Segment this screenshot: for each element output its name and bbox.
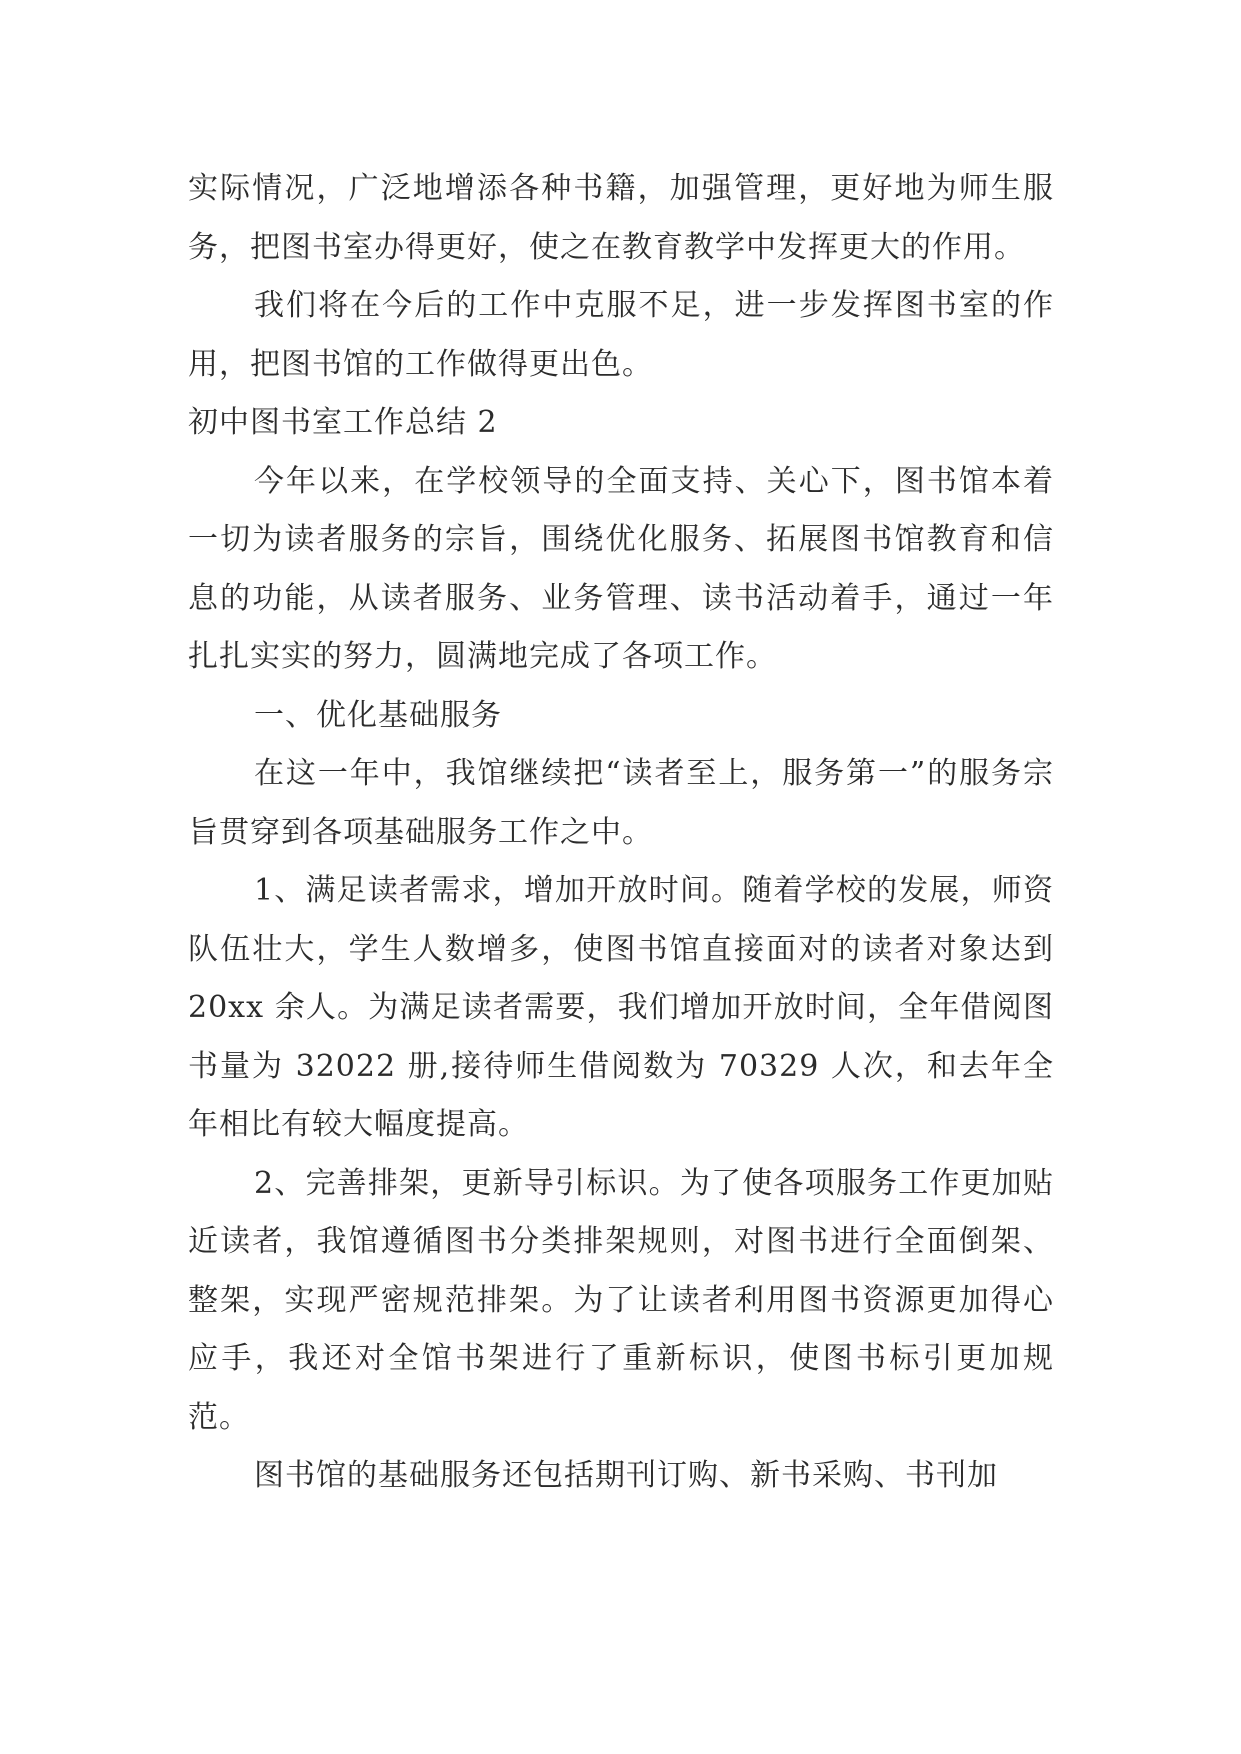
paragraph-intro: 今年以来，在学校领导的全面支持、关心下，图书馆本着一切为读者服务的宗旨，围绕优化服务、拓展图书馆教育和信息的功能，从读者服务、业务管理、读书活动着手，通过一年扎扎实实的努力，圆满地完成了各项工作。 [188,463,1054,674]
paragraph-conclusion: 我们将在今后的工作中克服不足，进一步发挥图书室的作用，把图书馆的工作做得更出色。 [188,288,1054,382]
paragraph-item-1: 1、满足读者需求，增加开放时间。随着学校的发展，师资队伍壮大，学生人数增多，使图书馆直接面对的读者对象达到 20xx 余人。为满足读者需要，我们增加开放时间，全年借阅图书量为 32022 册,接待师生借阅数为 70329 人次，和去年全年相比有较大幅度提高。 [188,873,1054,1142]
document-body [188,160,1054,1506]
subsection-heading: 一、优化基础服务 [254,697,502,733]
section-title: 初中图书室工作总结 2 [188,405,498,440]
paragraph-basic-services: 图书馆的基础服务还包括期刊订购、新书采购、书刊加 [254,1458,998,1493]
paragraph-service-principle: 在这一年中，我馆继续把“读者至上，服务第一”的服务宗旨贯穿到各项基础服务工作之中。 [188,756,1054,850]
paragraph-item-2: 2、完善排架，更新导引标识。为了使各项服务工作更加贴近读者，我馆遵循图书分类排架规则，对图书进行全面倒架、整架，实现严密规范排架。为了让读者利用图书资源更加得心应手，我还对全馆书架进行了重新标识，使图书标引更加规范。 [188,1165,1054,1435]
paragraph-continuation: 实际情况，广泛地增添各种书籍，加强管理，更好地为师生服务，把图书室办得更好，使之在教育教学中发挥更大的作用。 [188,171,1054,265]
